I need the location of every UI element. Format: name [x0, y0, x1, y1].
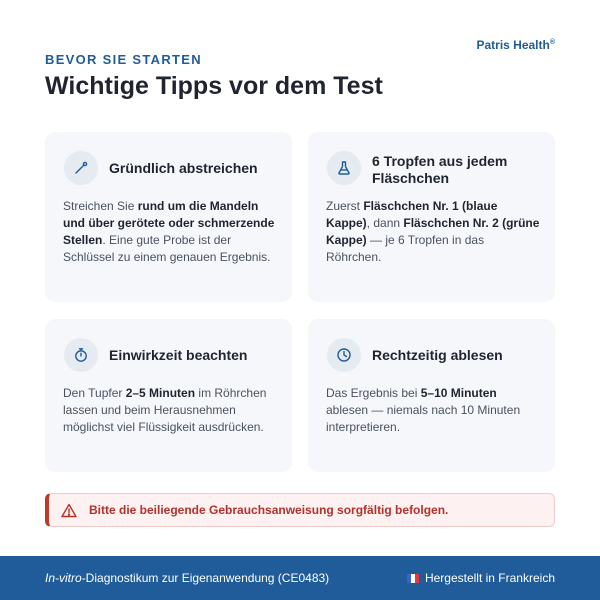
flask-icon [327, 151, 361, 185]
warning-banner [45, 493, 555, 527]
france-flag-icon [407, 574, 419, 583]
warning-triangle-icon [61, 501, 79, 519]
emphasis-text: 5–10 Minuten [420, 386, 497, 400]
warning-text: Bitte die beiliegende Gebrauchsanweisung sorgfältig befolgen. [89, 503, 449, 517]
footer-origin-text: Hergestellt in Frankreich [424, 571, 555, 585]
tip-card-swab [45, 132, 292, 302]
eyebrow-label: BEVOR SIE STARTEN [45, 52, 202, 67]
tip-body [326, 385, 541, 436]
brand-logo: Patris Health® [476, 38, 555, 52]
body-text: Den Tupfer [63, 386, 126, 400]
footer-bar [0, 556, 600, 600]
tip-body [63, 198, 278, 266]
emphasis-text: Fläschchen Nr. 1 (blaue Kappe) [326, 199, 498, 230]
body-text: im Röhrchen lassen und beim Herausnehmen möglichst viel Flüssigkeit ausdrücken. [63, 386, 267, 434]
tip-card-read [308, 319, 555, 472]
body-text: Streichen Sie [63, 199, 138, 213]
swab-icon [64, 151, 98, 185]
body-text: Zuerst [326, 199, 364, 213]
tip-title: 6 Tropfen aus jedem Fläschchen [372, 153, 508, 186]
tip-card-drops [308, 132, 555, 302]
clock-icon [327, 338, 361, 372]
tip-title: Gründlich abstreichen [109, 160, 258, 176]
footer-ivd-label: In-vitro-Diagnostikum zur Eigenanwendung (CE0483) [45, 571, 330, 585]
tip-body [326, 198, 541, 266]
body-text: , dann [366, 216, 404, 230]
tip-title: Einwirkzeit beachten [109, 347, 248, 363]
tip-card-time [45, 319, 292, 472]
tip-body [63, 385, 278, 436]
body-text: . Eine gute Probe ist der Schlüssel zu einem genauen Ergebnis. [63, 233, 271, 264]
tip-title: Rechtzeitig ablesen [372, 347, 503, 363]
footer-origin [407, 571, 555, 585]
body-text: — je 6 Tropfen in das Röhrchen. [326, 233, 485, 264]
emphasis-text: Fläschchen Nr. 2 (grüne Kappe) [326, 216, 540, 247]
body-text: ablesen — niemals nach 10 Minuten interpretieren. [326, 403, 521, 434]
emphasis-text: 2–5 Minuten [125, 386, 196, 400]
page-title: Wichtige Tipps vor dem Test [45, 72, 383, 100]
body-text: Das Ergebnis bei [326, 386, 421, 400]
stopwatch-icon [64, 338, 98, 372]
emphasis-text: rund um die Mandeln und über gerötete oder schmerzende Stellen [63, 199, 275, 247]
